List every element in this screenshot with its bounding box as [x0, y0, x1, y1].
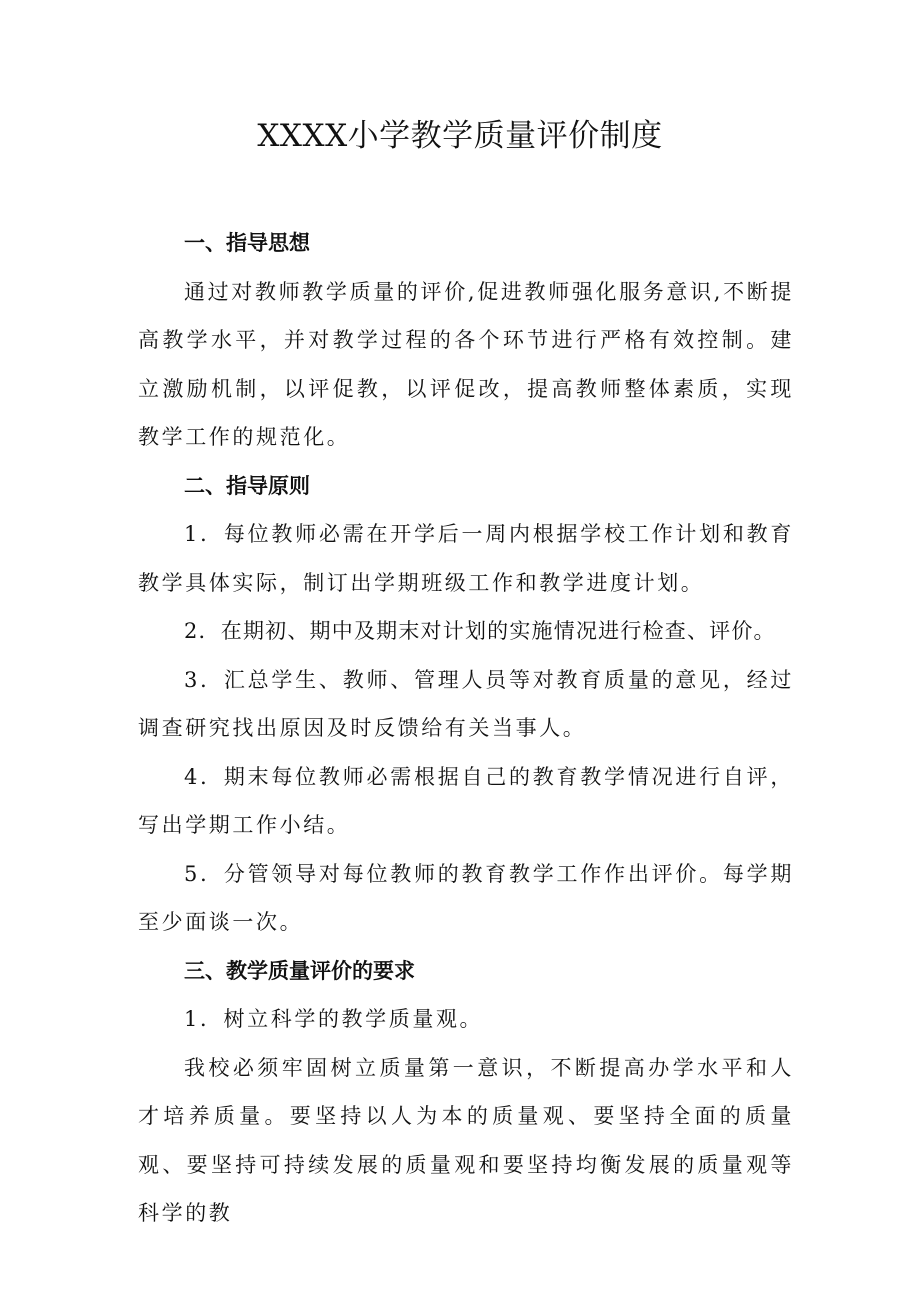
list-item: 2．在期初、期中及期末对计划的实施情况进行检查、评价。 [184, 619, 776, 643]
section-heading-guiding-principles: 二、指导原则 [184, 473, 310, 498]
list-item: 3．汇总学生、教师、管理人员等对教育质量的意见，经过调查研究找出原因及时反馈给有关当事人。 [138, 667, 794, 740]
paragraph: 我校必须牢固树立质量第一意识，不断提高办学水平和人才培养质量。要坚持以人为本的质量观、要坚持全面的质量观、要坚持可持续发展的质量观和要坚持均衡发展的质量观等科学的教 [138, 1055, 794, 1225]
section-heading-guiding-ideology: 一、指导思想 [184, 231, 310, 255]
paragraph: 通过对教师教学质量的评价,促进教师强化服务意识,不断提高教学水平，并对教学过程的各个环节进行严格有效控制。建立激励机制，以评促教，以评促改，提高教师整体素质，实现教学工作的规范化。 [138, 279, 794, 449]
section-heading-evaluation-requirements: 三、教学质量评价的要求 [184, 958, 415, 983]
document-body [138, 219, 794, 1238]
list-item: 4．期末每位教师必需根据自己的教育教学情况进行自评，写出学期工作小结。 [138, 764, 794, 837]
list-item: 1．树立科学的教学质量观。 [184, 1007, 484, 1031]
document-title: XXXX小学教学质量评价制度 [257, 118, 663, 154]
list-item: 1．每位教师必需在开学后一周内根据学校工作计划和教育教学具体实际，制订出学期班级工作和教学进度计划。 [138, 522, 794, 595]
list-item: 5．分管领导对每位教师的教育教学工作作出评价。每学期至少面谈一次。 [138, 861, 794, 934]
